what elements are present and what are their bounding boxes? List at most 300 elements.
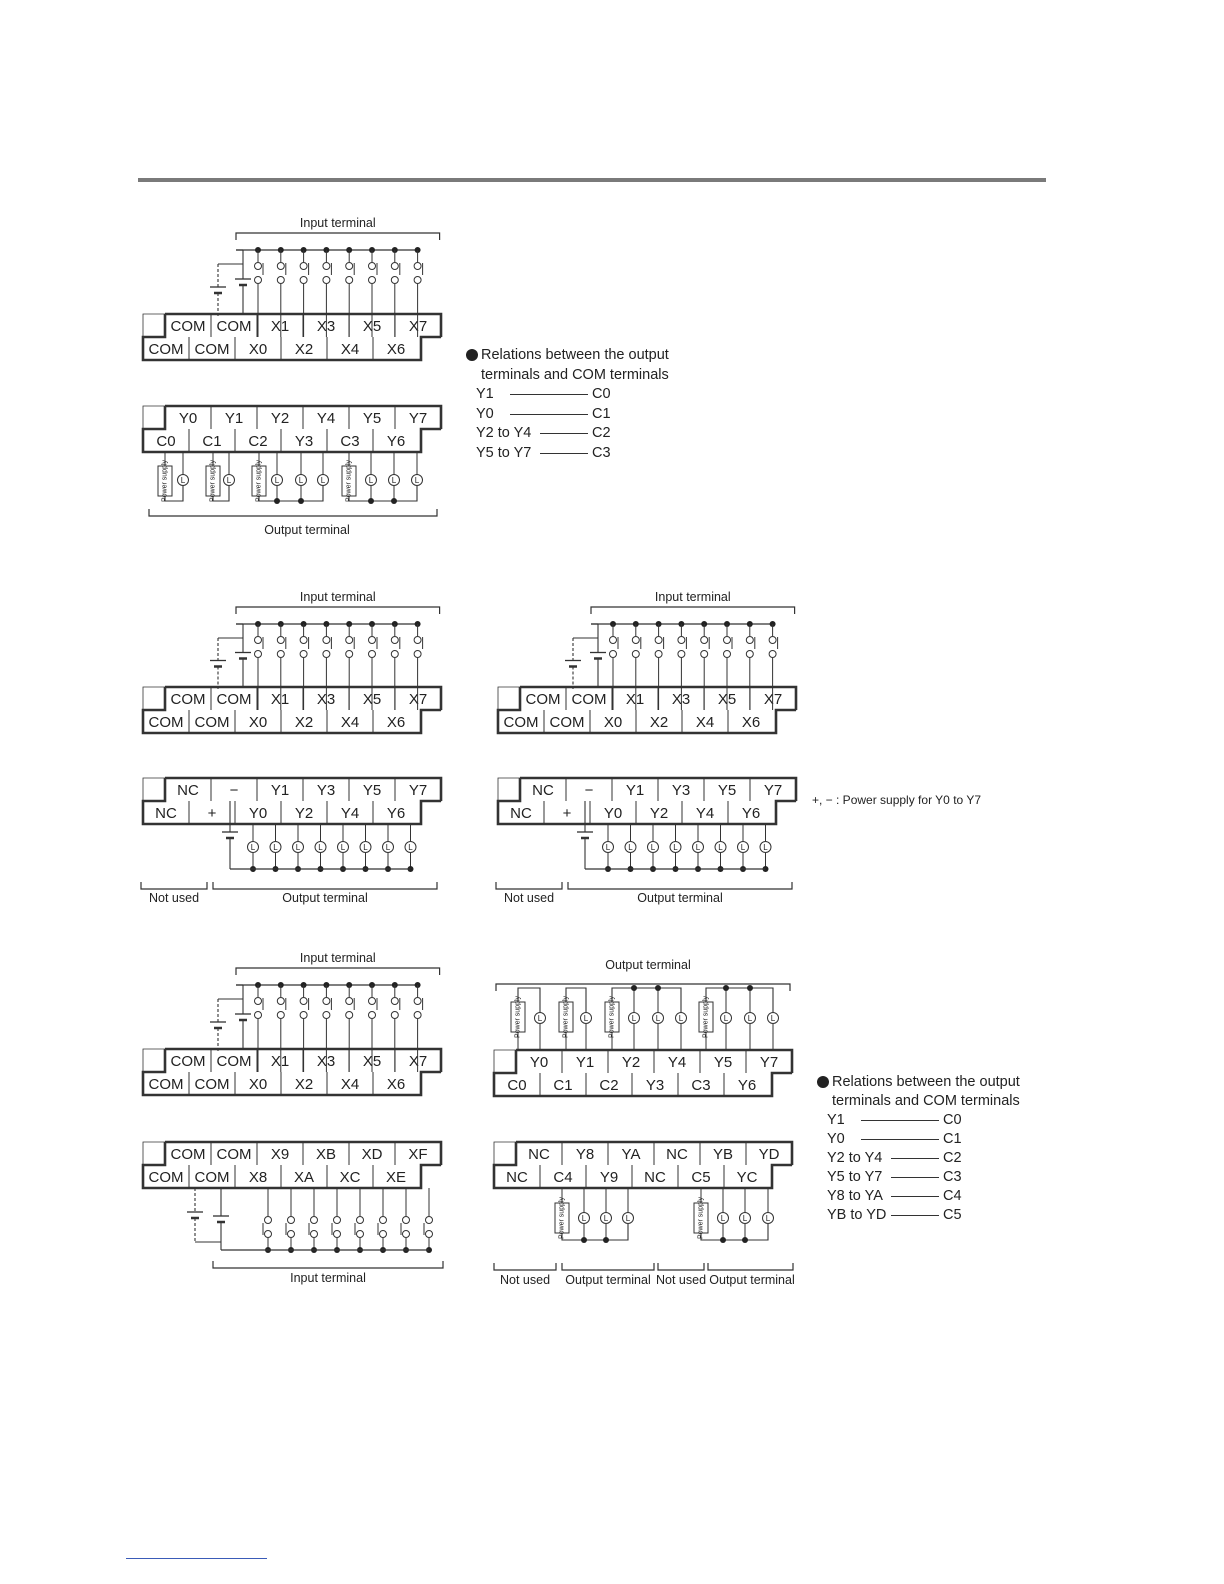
junction-dot bbox=[631, 985, 637, 991]
output-return bbox=[562, 1224, 628, 1240]
contact-ring bbox=[255, 1012, 262, 1019]
relation-output: Y2 to Y4 bbox=[476, 425, 532, 441]
terminal-label: X8 bbox=[248, 1169, 268, 1186]
terminal-label: COM bbox=[148, 714, 184, 731]
load-label: L bbox=[723, 1014, 729, 1023]
contact-ring bbox=[357, 1217, 364, 1224]
relation-com: C0 bbox=[943, 1112, 962, 1128]
terminal-label: Y7 bbox=[408, 782, 428, 799]
contact-ring bbox=[300, 263, 307, 270]
terminal-label: Y7 bbox=[763, 782, 783, 799]
not-used-caption: Not used bbox=[148, 891, 200, 905]
input-terminal-caption: Input terminal bbox=[299, 951, 376, 965]
relation-com: C1 bbox=[592, 405, 611, 422]
contact-ring bbox=[346, 637, 353, 644]
terminal-label: COM bbox=[571, 691, 607, 708]
relation-row bbox=[827, 1111, 1020, 1130]
terminal-label: X7 bbox=[763, 691, 783, 708]
terminal-label: C3 bbox=[340, 433, 360, 450]
terminal-label: C4 bbox=[553, 1169, 573, 1186]
load-label: L bbox=[295, 843, 301, 852]
terminal-label: X3 bbox=[316, 1053, 336, 1070]
output-terminal-caption: Output terminal bbox=[637, 891, 723, 905]
terminal-label: C2 bbox=[248, 433, 268, 450]
terminal-label: NC bbox=[666, 1146, 688, 1163]
output-terminal-caption: Output terminal bbox=[282, 891, 368, 905]
terminal-label: YC bbox=[736, 1169, 758, 1186]
terminal-label: Y5 bbox=[362, 410, 382, 427]
not-used-bracket bbox=[496, 882, 562, 889]
junction-dot bbox=[298, 498, 304, 504]
terminal-label: X6 bbox=[386, 1076, 406, 1093]
contact-ring bbox=[300, 1012, 307, 1019]
terminal-label: Y4 bbox=[316, 410, 336, 427]
terminal-label: XF bbox=[408, 1146, 428, 1163]
terminal-label: X1 bbox=[270, 318, 290, 335]
contact-ring bbox=[369, 277, 376, 284]
relation-row bbox=[827, 1130, 1020, 1149]
terminal-label: Y6 bbox=[737, 1077, 757, 1094]
contact-ring bbox=[724, 637, 731, 644]
contact-ring bbox=[414, 998, 421, 1005]
terminal-label: COM bbox=[194, 714, 230, 731]
contact-ring bbox=[300, 651, 307, 658]
terminal-label: X3 bbox=[316, 318, 336, 335]
relations-legend-2 bbox=[817, 1073, 1020, 1225]
load-label: L bbox=[581, 1214, 587, 1223]
load-label: L bbox=[770, 1014, 776, 1023]
load-label: L bbox=[603, 1214, 609, 1223]
load-label: L bbox=[318, 843, 323, 852]
relation-com: C0 bbox=[592, 386, 611, 402]
terminal-label: C1 bbox=[202, 433, 222, 450]
terminal-label: COM bbox=[549, 714, 585, 731]
contact-ring bbox=[346, 1012, 353, 1019]
contact-ring bbox=[391, 1012, 398, 1019]
relation-row bbox=[476, 444, 669, 464]
terminal-label: Y9 bbox=[599, 1169, 619, 1186]
relation-com: C2 bbox=[943, 1150, 962, 1166]
terminal-label: Y3 bbox=[294, 433, 314, 450]
output-terminal-caption: Output terminal bbox=[565, 1273, 651, 1287]
contact-ring bbox=[277, 277, 284, 284]
load-label: L bbox=[678, 1014, 684, 1023]
contact-ring bbox=[300, 277, 307, 284]
load-label: L bbox=[363, 843, 368, 852]
terminal-label: C0 bbox=[156, 433, 176, 450]
load-label: L bbox=[408, 843, 413, 852]
contact-ring bbox=[300, 637, 307, 644]
relation-row bbox=[827, 1187, 1020, 1206]
terminal-label: Y2 bbox=[649, 805, 669, 822]
power-supply-label: Power supply bbox=[255, 459, 263, 503]
load-label: L bbox=[414, 476, 420, 485]
junction-dot bbox=[391, 498, 397, 504]
load-label: L bbox=[537, 1014, 543, 1023]
terminal-label: YA bbox=[621, 1146, 641, 1163]
terminal-label: X4 bbox=[340, 341, 360, 358]
contact-ring bbox=[277, 1012, 284, 1019]
contact-ring bbox=[403, 1231, 410, 1238]
terminal-label: Y0 bbox=[603, 805, 623, 822]
output-bracket bbox=[568, 882, 792, 889]
contact-ring bbox=[655, 637, 662, 644]
terminal-label: XA bbox=[293, 1169, 315, 1186]
contact-ring bbox=[391, 277, 398, 284]
contact-ring bbox=[346, 651, 353, 658]
relation-connector bbox=[510, 394, 588, 395]
load-label: L bbox=[274, 476, 280, 485]
output-bracket bbox=[213, 882, 437, 889]
terminal-label: Y4 bbox=[695, 805, 715, 822]
terminal-label: C1 bbox=[553, 1077, 573, 1094]
terminal-label: Y8 bbox=[575, 1146, 595, 1163]
contact-ring bbox=[655, 651, 662, 658]
relation-com: C1 bbox=[943, 1131, 962, 1147]
load-label: L bbox=[673, 843, 678, 852]
terminal-label: XB bbox=[315, 1146, 337, 1163]
power-supply-label: Power supply bbox=[161, 459, 169, 503]
terminal-label: COM bbox=[194, 1076, 230, 1093]
input-bracket bbox=[591, 607, 795, 614]
output-terminal-caption: Output terminal bbox=[264, 523, 350, 537]
contact-ring bbox=[255, 998, 262, 1005]
relation-output: Y1 bbox=[476, 386, 494, 402]
load-label: L bbox=[180, 476, 186, 485]
contact-ring bbox=[323, 1012, 330, 1019]
terminal-label: COM bbox=[170, 1146, 206, 1163]
terminal-label: Y5 bbox=[717, 782, 737, 799]
contact-ring bbox=[769, 637, 776, 644]
relation-output: Y5 to Y7 bbox=[827, 1169, 883, 1185]
power-supply-label: Power supply bbox=[697, 1196, 705, 1240]
junction-dot bbox=[720, 1237, 726, 1243]
junction-dot bbox=[581, 1237, 587, 1243]
terminal-label: YB bbox=[712, 1146, 734, 1163]
load-label: L bbox=[718, 843, 723, 852]
footnote-rule bbox=[126, 1558, 267, 1559]
terminal-label: X5 bbox=[362, 691, 382, 708]
relation-com: C3 bbox=[592, 444, 611, 461]
terminal-label: X2 bbox=[294, 341, 314, 358]
relation-com: C5 bbox=[943, 1207, 962, 1223]
contact-ring bbox=[746, 651, 753, 658]
not-used-caption: Not used bbox=[655, 1273, 707, 1287]
terminal-label: Y7 bbox=[408, 410, 428, 427]
terminal-label: X2 bbox=[294, 1076, 314, 1093]
input-bracket bbox=[236, 607, 440, 614]
not-used-caption: Not used bbox=[499, 1273, 551, 1287]
contact-ring bbox=[311, 1231, 318, 1238]
load-label: L bbox=[583, 1014, 589, 1023]
wiring-diagram-transistor-output-a bbox=[135, 585, 455, 910]
contact-ring bbox=[746, 637, 753, 644]
load-label: L bbox=[298, 476, 304, 485]
relation-output: YB to YD bbox=[827, 1207, 887, 1223]
terminal-label: Y4 bbox=[340, 805, 360, 822]
contact-ring bbox=[391, 263, 398, 270]
terminal-label: NC bbox=[155, 805, 177, 822]
contact-ring bbox=[369, 263, 376, 270]
terminal-label: X2 bbox=[294, 714, 314, 731]
power-supply-label: Power supply bbox=[514, 995, 522, 1039]
relation-row bbox=[476, 385, 669, 405]
contact-ring bbox=[414, 651, 421, 658]
terminal-label: C3 bbox=[691, 1077, 711, 1094]
power-supply-label: Power supply bbox=[608, 995, 616, 1039]
contact-ring bbox=[323, 263, 330, 270]
contact-ring bbox=[323, 998, 330, 1005]
terminal-label: COM bbox=[525, 691, 561, 708]
contact-ring bbox=[277, 263, 284, 270]
terminal-label: Y4 bbox=[667, 1054, 687, 1071]
contact-ring bbox=[380, 1217, 387, 1224]
terminal-label: NC bbox=[177, 782, 199, 799]
output-terminal-caption: Output terminal bbox=[605, 958, 691, 972]
load-label: L bbox=[631, 1014, 637, 1023]
relation-output: Y0 bbox=[827, 1131, 845, 1147]
junction-dot bbox=[368, 498, 374, 504]
terminal-label: X6 bbox=[741, 714, 761, 731]
contact-ring bbox=[391, 637, 398, 644]
terminal-label: COM bbox=[216, 691, 252, 708]
terminal-label: XD bbox=[361, 1146, 383, 1163]
input-terminal-caption: Input terminal bbox=[290, 1271, 366, 1285]
input-terminal-caption: Input terminal bbox=[299, 216, 376, 230]
contact-ring bbox=[369, 637, 376, 644]
output-return bbox=[612, 988, 681, 1012]
terminal-label: Y0 bbox=[529, 1054, 549, 1071]
contact-ring bbox=[403, 1217, 410, 1224]
terminal-label: X9 bbox=[270, 1146, 290, 1163]
output-terminal-caption: Output terminal bbox=[709, 1273, 795, 1287]
contact-ring bbox=[323, 637, 330, 644]
terminal-label: X7 bbox=[408, 691, 428, 708]
relations-legend-1 bbox=[466, 346, 669, 463]
terminal-label: COM bbox=[170, 318, 206, 335]
input-terminal-caption: Input terminal bbox=[654, 590, 731, 604]
terminal-label: X7 bbox=[408, 1053, 428, 1070]
terminal-label: X4 bbox=[695, 714, 715, 731]
relation-com: C3 bbox=[943, 1169, 962, 1185]
terminal-label: COM bbox=[194, 1169, 230, 1186]
terminal-label: X1 bbox=[625, 691, 645, 708]
contact-ring bbox=[769, 651, 776, 658]
relations-title-line1: Relations between the output bbox=[832, 1074, 1020, 1090]
terminal-label: COM bbox=[148, 1076, 184, 1093]
contact-ring bbox=[255, 263, 262, 270]
relation-connector bbox=[891, 1177, 939, 1178]
load-label: L bbox=[747, 1014, 753, 1023]
terminal-label: XE bbox=[385, 1169, 407, 1186]
not-used-bracket bbox=[141, 882, 207, 889]
load-label: L bbox=[695, 843, 701, 852]
relation-com: C2 bbox=[592, 425, 611, 441]
contact-ring bbox=[701, 651, 708, 658]
terminal-label: C0 bbox=[507, 1077, 527, 1094]
contact-ring bbox=[334, 1217, 341, 1224]
junction-dot bbox=[742, 1237, 748, 1243]
junction-dot bbox=[655, 985, 661, 991]
relation-row bbox=[476, 405, 669, 425]
relation-connector bbox=[540, 433, 588, 434]
contact-ring bbox=[346, 263, 353, 270]
relations-title-line2: terminals and COM terminals bbox=[481, 366, 669, 383]
terminal-label: X7 bbox=[408, 318, 428, 335]
terminal-label: Y3 bbox=[671, 782, 691, 799]
terminal-label: X3 bbox=[316, 691, 336, 708]
relation-connector bbox=[540, 453, 588, 454]
terminal-label: COM bbox=[216, 1146, 252, 1163]
power-supply-label: Power supply bbox=[558, 1196, 566, 1240]
relation-connector bbox=[891, 1196, 939, 1197]
contact-ring bbox=[300, 998, 307, 1005]
input-bracket bbox=[236, 233, 440, 240]
terminal-label: Y2 bbox=[621, 1054, 641, 1071]
contact-ring bbox=[277, 651, 284, 658]
load-label: L bbox=[628, 843, 633, 852]
terminal-label: X1 bbox=[270, 1053, 290, 1070]
terminal-label: COM bbox=[148, 1169, 184, 1186]
load-label: L bbox=[368, 476, 374, 485]
load-label: L bbox=[340, 843, 346, 852]
contact-ring bbox=[255, 277, 262, 284]
contact-ring bbox=[323, 651, 330, 658]
contact-ring bbox=[678, 637, 685, 644]
terminal-label: X0 bbox=[248, 341, 268, 358]
terminal-label: Y2 bbox=[294, 805, 314, 822]
terminal-label: Y7 bbox=[759, 1054, 779, 1071]
load-label: L bbox=[625, 1214, 631, 1223]
contact-ring bbox=[323, 277, 330, 284]
terminal-label: COM bbox=[216, 1053, 252, 1070]
terminal-label: − bbox=[584, 782, 594, 799]
contact-ring bbox=[426, 1231, 433, 1238]
contact-ring bbox=[311, 1217, 318, 1224]
relations-title-line2: terminals and COM terminals bbox=[832, 1093, 1020, 1109]
bullet-icon bbox=[817, 1076, 829, 1088]
contact-ring bbox=[610, 637, 617, 644]
relation-connector bbox=[891, 1158, 939, 1159]
load-label: L bbox=[720, 1214, 726, 1223]
contact-ring bbox=[414, 637, 421, 644]
power-supply-label: Power supply bbox=[702, 995, 710, 1039]
terminal-label: X6 bbox=[386, 714, 406, 731]
junction-dot bbox=[747, 985, 753, 991]
relation-output: Y2 to Y4 bbox=[827, 1150, 883, 1166]
contact-ring bbox=[277, 637, 284, 644]
contact-ring bbox=[346, 998, 353, 1005]
contact-ring bbox=[414, 263, 421, 270]
relation-row bbox=[827, 1206, 1020, 1225]
contact-ring bbox=[414, 277, 421, 284]
contact-ring bbox=[724, 651, 731, 658]
terminal-label: X0 bbox=[248, 1076, 268, 1093]
not-used-bracket bbox=[494, 1263, 556, 1270]
load-label: L bbox=[605, 843, 611, 852]
relation-output: Y8 to YA bbox=[827, 1188, 883, 1204]
contact-ring bbox=[288, 1231, 295, 1238]
terminal-label: COM bbox=[148, 341, 184, 358]
relation-row bbox=[827, 1149, 1020, 1168]
wiring-diagram-relay-output bbox=[135, 215, 455, 545]
contact-ring bbox=[391, 998, 398, 1005]
load-label: L bbox=[273, 843, 278, 852]
terminal-label: COM bbox=[194, 341, 230, 358]
terminal-label: X3 bbox=[671, 691, 691, 708]
terminal-label: COM bbox=[170, 1053, 206, 1070]
load-label: L bbox=[250, 843, 256, 852]
section-rule bbox=[138, 178, 1046, 182]
input-bracket bbox=[236, 968, 440, 975]
terminal-label: Y6 bbox=[386, 433, 406, 450]
terminal-label: Y5 bbox=[713, 1054, 733, 1071]
terminal-label: NC bbox=[528, 1146, 550, 1163]
junction-dot bbox=[603, 1237, 609, 1243]
relation-connector bbox=[861, 1139, 939, 1140]
terminal-label: C5 bbox=[691, 1169, 711, 1186]
contact-ring bbox=[391, 651, 398, 658]
contact-ring bbox=[380, 1231, 387, 1238]
terminal-label: − bbox=[229, 782, 239, 799]
load-label: L bbox=[763, 843, 768, 852]
load-label: L bbox=[765, 1214, 771, 1223]
relations-title-line1: Relations between the output bbox=[481, 347, 669, 363]
relation-output: Y1 bbox=[827, 1112, 845, 1128]
contact-ring bbox=[369, 651, 376, 658]
contact-ring bbox=[678, 651, 685, 658]
terminal-label: Y1 bbox=[575, 1054, 595, 1071]
terminal-label: Y1 bbox=[224, 410, 244, 427]
power-supply-note: +, − : Power supply for Y0 to Y7 bbox=[812, 793, 981, 807]
contact-ring bbox=[255, 651, 262, 658]
wiring-diagram-output-32 bbox=[488, 950, 808, 1295]
terminal-label: X4 bbox=[340, 1076, 360, 1093]
power-supply-label: Power supply bbox=[345, 459, 353, 503]
terminal-label: Y5 bbox=[362, 782, 382, 799]
terminal-label: Y0 bbox=[248, 805, 268, 822]
load-label: L bbox=[655, 1014, 661, 1023]
load-label: L bbox=[742, 1214, 748, 1223]
relation-output: Y0 bbox=[476, 405, 494, 422]
terminal-label: C2 bbox=[599, 1077, 619, 1094]
relation-connector bbox=[510, 414, 588, 415]
terminal-label: X4 bbox=[340, 714, 360, 731]
load-label: L bbox=[391, 476, 397, 485]
terminal-label: Y3 bbox=[645, 1077, 665, 1094]
input-bracket bbox=[213, 1261, 443, 1268]
terminal-label: YD bbox=[758, 1146, 780, 1163]
contact-ring bbox=[632, 651, 639, 658]
terminal-label: + bbox=[562, 805, 572, 822]
bullet-icon bbox=[466, 349, 478, 361]
contact-ring bbox=[265, 1231, 272, 1238]
output-bracket bbox=[149, 509, 437, 516]
terminal-label: XC bbox=[339, 1169, 361, 1186]
contact-ring bbox=[346, 277, 353, 284]
wiring-diagram-transistor-output-b bbox=[490, 585, 810, 910]
output-bracket bbox=[562, 1263, 654, 1270]
junction-dot bbox=[274, 498, 280, 504]
contact-ring bbox=[369, 998, 376, 1005]
contact-ring bbox=[277, 998, 284, 1005]
relation-connector bbox=[891, 1215, 939, 1216]
contact-ring bbox=[255, 637, 262, 644]
output-bracket bbox=[708, 1263, 793, 1270]
terminal-label: NC bbox=[510, 805, 532, 822]
terminal-label: Y1 bbox=[270, 782, 290, 799]
terminal-label: Y6 bbox=[386, 805, 406, 822]
